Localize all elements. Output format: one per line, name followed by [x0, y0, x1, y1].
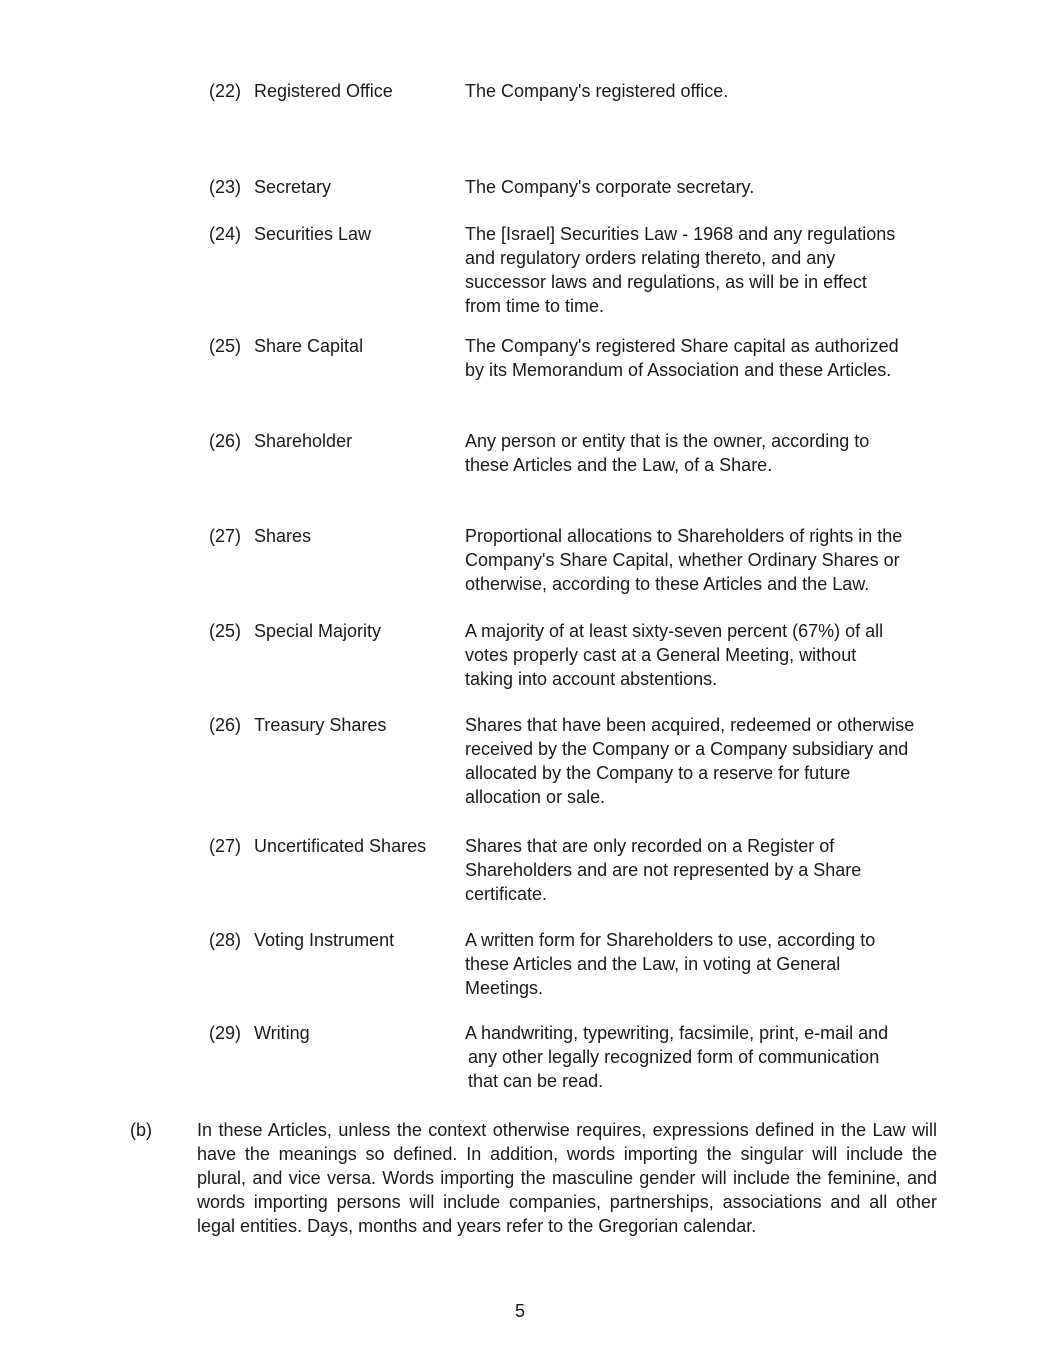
definition-term-label: Securities Law [254, 224, 372, 244]
definition-term-label: Voting Instrument [254, 930, 395, 950]
definition-meaning-line: Shareholders and are not represented by a Share [465, 860, 862, 880]
definition-meaning-line: Shares that are only recorded on a Register of [465, 836, 835, 856]
definition-meaning [465, 619, 935, 691]
definition-meaning-line: taking into account abstentions. [465, 669, 718, 689]
definition-meaning-line: The [Israel] Securities Law - 1968 and any regulations [465, 224, 896, 244]
definition-meaning-line: successor laws and regulations, as will be in effect [465, 272, 867, 292]
definition-meaning-line: Proportional allocations to Shareholders of rights in the [465, 526, 903, 546]
definition-meaning-line: certificate. [465, 884, 548, 904]
definition-meaning-line: Any person or entity that is the owner, according to [465, 431, 870, 451]
definition-term-label: Shares [254, 526, 312, 546]
definition-meaning [465, 429, 935, 477]
definition-term-label: Writing [254, 1023, 310, 1043]
definition-meaning-line: these Articles and the Law, in voting at General [465, 954, 841, 974]
definition-meaning-line: otherwise, according to these Articles and the Law. [465, 574, 870, 594]
definition-number: (23) [209, 177, 242, 197]
definition-meaning [465, 524, 935, 596]
definition-term-label: Uncertificated Shares [254, 836, 427, 856]
definition-term [209, 524, 311, 548]
definition-meaning-line: The Company's registered office. [465, 81, 729, 101]
definition-meaning [465, 713, 935, 809]
definition-meaning [465, 222, 935, 318]
paragraph-b-text: In these Articles, unless the context otherwise requires, expressions defined in the Law will have the meanings so defined. In addition, words importing the singular will include the plural, and vice versa. Words importing the masculine gender will include the feminine, and words importing persons will include companies, partnerships, associations and all other legal entities. Days, months and years refer to the Gregorian calendar. [197, 1120, 937, 1236]
definition-meaning-line: The Company's corporate secretary. [465, 177, 755, 197]
definition-meaning-line: received by the Company or a Company subsidiary and [465, 739, 909, 759]
definition-meaning-line: Meetings. [465, 978, 544, 998]
definition-meaning-line: A written form for Shareholders to use, according to [465, 930, 876, 950]
definition-number: (28) [209, 930, 242, 950]
definition-meaning-line: votes properly cast at a General Meeting, without [465, 645, 857, 665]
definition-meaning-line: that can be read. [468, 1071, 604, 1091]
definition-meaning [465, 834, 935, 906]
definition-meaning-line: allocated by the Company to a reserve for future [465, 763, 851, 783]
definition-term-label: Registered Office [254, 81, 393, 101]
definition-term [209, 1021, 310, 1045]
definition-meaning-line: allocation or sale. [465, 787, 606, 807]
definition-meaning-line: A majority of at least sixty-seven percent (67%) of all [465, 621, 884, 641]
definition-term [209, 175, 331, 199]
definition-term-label: Shareholder [254, 431, 353, 451]
definition-term [209, 429, 352, 453]
definition-term [209, 334, 363, 358]
definition-number: (26) [209, 715, 242, 735]
paragraph-b-label: (b) [130, 1120, 152, 1140]
definition-term-label: Secretary [254, 177, 332, 197]
definition-meaning-line: and regulatory orders relating thereto, and any [465, 248, 836, 268]
definition-term [209, 834, 426, 858]
definition-number: (27) [209, 526, 242, 546]
definition-meaning-line: from time to time. [465, 296, 605, 316]
page-number: 5 [514, 1301, 525, 1321]
definition-number: (24) [209, 224, 242, 244]
definition-meaning [465, 79, 935, 103]
definition-term [209, 713, 386, 737]
definition-number: (22) [209, 81, 242, 101]
definition-term [209, 619, 381, 643]
definition-meaning-line: The Company's registered Share capital as authorized [465, 336, 899, 356]
definition-meaning-line: by its Memorandum of Association and these Articles. [465, 360, 892, 380]
definition-meaning-line: Company's Share Capital, whether Ordinary Shares or [465, 550, 900, 570]
definition-meaning-line: these Articles and the Law, of a Share. [465, 455, 773, 475]
definition-term [209, 928, 394, 952]
definition-number: (27) [209, 836, 242, 856]
definition-meaning-line: Shares that have been acquired, redeemed or otherwise [465, 715, 915, 735]
definition-number: (29) [209, 1023, 242, 1043]
definition-term-label: Treasury Shares [254, 715, 387, 735]
definition-term [209, 79, 393, 103]
definition-number: (25) [209, 336, 242, 356]
definition-meaning [465, 175, 935, 199]
definition-meaning-line: any other legally recognized form of communication [468, 1047, 880, 1067]
definition-term-label: Share Capital [254, 336, 364, 356]
definition-meaning [465, 928, 935, 1000]
definition-meaning-line: A handwriting, typewriting, facsimile, print, e-mail and [465, 1023, 889, 1043]
definition-term [209, 222, 371, 246]
definition-term-label: Special Majority [254, 621, 382, 641]
definition-number: (26) [209, 431, 242, 451]
definition-number: (25) [209, 621, 242, 641]
definition-meaning [465, 1021, 935, 1093]
definition-meaning [465, 334, 935, 382]
